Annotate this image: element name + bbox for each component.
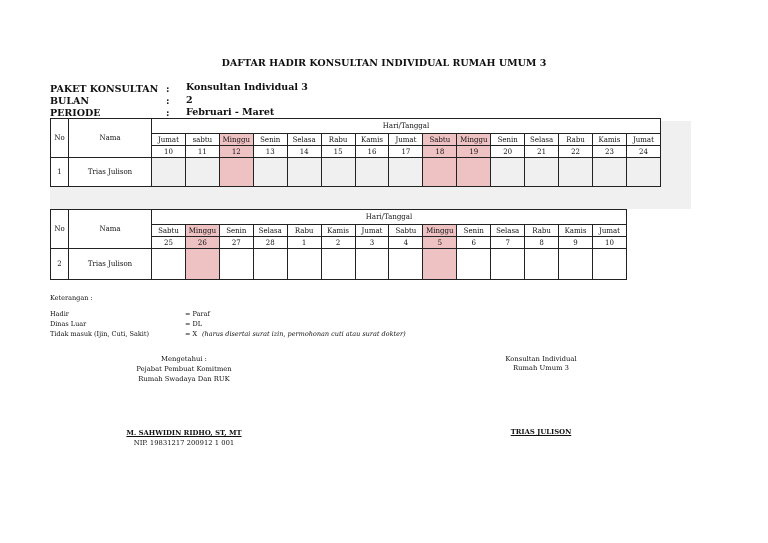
- attendance-cell[interactable]: [626, 158, 660, 187]
- attendance-cell[interactable]: [321, 249, 355, 280]
- attendance-cell[interactable]: [219, 249, 253, 280]
- col-header-no: No: [51, 119, 69, 158]
- day-cell: Kamis: [592, 134, 626, 146]
- day-cell: Rabu: [525, 225, 559, 237]
- date-cell: 16: [355, 146, 389, 158]
- day-cell: Jumat: [626, 134, 660, 146]
- attendance-cell[interactable]: [287, 158, 321, 187]
- header-value-paket: Konsultan Individual 3: [186, 82, 308, 93]
- sign-left-line-3: Rumah Swadaya Dan RUK: [138, 375, 230, 383]
- header-colon: :: [166, 108, 170, 119]
- day-cell: Kamis: [355, 134, 389, 146]
- attendance-cell[interactable]: [389, 249, 423, 280]
- attendance-cell[interactable]: [389, 158, 423, 187]
- attendance-cell[interactable]: [491, 158, 525, 187]
- date-cell: 24: [626, 146, 660, 158]
- legend-note-tidak-masuk: (harus disertai surat izin, permohonan cuti atau surat dokter): [202, 330, 406, 338]
- row-nama: Trias Julison: [69, 249, 152, 280]
- legend-label-tidak-masuk: Tidak masuk (Ijin, Cuti, Sakit): [50, 330, 150, 338]
- date-cell: 22: [559, 146, 593, 158]
- col-header-nama: Nama: [69, 210, 152, 249]
- attendance-cell[interactable]: [559, 249, 593, 280]
- sign-right-line-1: Konsultan Individual: [505, 355, 577, 363]
- date-cell: 8: [525, 237, 559, 249]
- date-cell: 10: [152, 146, 186, 158]
- attendance-cell[interactable]: [491, 249, 525, 280]
- date-cell: 3: [355, 237, 389, 249]
- day-cell: Minggu: [219, 134, 253, 146]
- legend-label-hadir: Hadir: [50, 310, 69, 318]
- header-label-periode: PERIODE: [50, 108, 101, 119]
- attendance-cell[interactable]: [525, 249, 559, 280]
- header-label-paket: PAKET KONSULTAN: [50, 84, 159, 95]
- attendance-cell[interactable]: [525, 158, 559, 187]
- day-cell: Selasa: [525, 134, 559, 146]
- date-cell: 4: [389, 237, 423, 249]
- header-colon: :: [166, 96, 170, 107]
- header-colon: :: [166, 84, 170, 95]
- attendance-cell[interactable]: [321, 158, 355, 187]
- date-cell: 19: [457, 146, 491, 158]
- date-cell: 23: [592, 146, 626, 158]
- legend-value-tidak-masuk: = X: [185, 330, 198, 338]
- sign-left-name: M. SAHWIDIN RIDHO, ST, MT: [126, 429, 242, 437]
- attendance-cell[interactable]: [592, 249, 626, 280]
- row-no: 2: [51, 249, 69, 280]
- date-cell: 14: [287, 146, 321, 158]
- date-cell: 28: [253, 237, 287, 249]
- day-cell: Minggu: [423, 225, 457, 237]
- day-cell: Senin: [253, 134, 287, 146]
- date-cell: 11: [185, 146, 219, 158]
- attendance-cell[interactable]: [253, 158, 287, 187]
- date-cell: 5: [423, 237, 457, 249]
- sign-left-nip: NIP. 19831217 200912 1 001: [133, 439, 235, 447]
- day-cell: Jumat: [389, 134, 423, 146]
- date-cell: 13: [253, 146, 287, 158]
- date-cell: 20: [491, 146, 525, 158]
- day-cell: Kamis: [559, 225, 593, 237]
- attendance-cell[interactable]: [287, 249, 321, 280]
- sign-right-line-2: Rumah Umum 3: [512, 364, 569, 372]
- date-cell: 18: [423, 146, 457, 158]
- date-cell: 2: [321, 237, 355, 249]
- day-cell: Kamis: [321, 225, 355, 237]
- date-cell: 17: [389, 146, 423, 158]
- attendance-cell[interactable]: [355, 249, 389, 280]
- header-value-periode: Februari - Maret: [186, 107, 275, 118]
- attendance-cell[interactable]: [457, 249, 491, 280]
- day-cell: sabtu: [185, 134, 219, 146]
- date-cell: 7: [491, 237, 525, 249]
- row-no: 1: [51, 158, 69, 187]
- header-value-bulan: 2: [186, 95, 193, 106]
- attendance-cell[interactable]: [152, 158, 186, 187]
- attendance-cell[interactable]: [355, 158, 389, 187]
- day-cell: Minggu: [185, 225, 219, 237]
- date-cell: 9: [559, 237, 593, 249]
- sign-left-line-1: Mengetahui :: [161, 355, 207, 363]
- attendance-cell[interactable]: [559, 158, 593, 187]
- day-cell: Sabtu: [389, 225, 423, 237]
- day-cell: Selasa: [253, 225, 287, 237]
- day-cell: Jumat: [355, 225, 389, 237]
- date-cell: 26: [185, 237, 219, 249]
- date-cell: 10: [592, 237, 626, 249]
- day-cell: Senin: [219, 225, 253, 237]
- attendance-cell[interactable]: [592, 158, 626, 187]
- date-cell: 21: [525, 146, 559, 158]
- header-label-bulan: BULAN: [50, 96, 90, 107]
- attendance-cell[interactable]: [253, 249, 287, 280]
- attendance-cell[interactable]: [185, 158, 219, 187]
- day-cell: Minggu: [457, 134, 491, 146]
- attendance-cell[interactable]: [152, 249, 186, 280]
- legend-value-hadir: = Paraf: [185, 310, 210, 318]
- date-cell: 12: [219, 146, 253, 158]
- date-cell: 6: [457, 237, 491, 249]
- day-cell: Sabtu: [152, 225, 186, 237]
- date-cell: 27: [219, 237, 253, 249]
- attendance-cell[interactable]: [423, 158, 457, 187]
- day-cell: Rabu: [559, 134, 593, 146]
- legend-label-dinas-luar: Dinas Luar: [50, 320, 87, 328]
- group-header-hari-tanggal: Hari/Tanggal: [152, 119, 661, 134]
- group-header-hari-tanggal: Hari/Tanggal: [152, 210, 627, 225]
- col-header-nama: Nama: [69, 119, 152, 158]
- day-cell: Rabu: [287, 225, 321, 237]
- day-cell: Jumat: [152, 134, 186, 146]
- document-title: DAFTAR HADIR KONSULTAN INDIVIDUAL RUMAH UMUM 3: [221, 58, 547, 69]
- day-cell: Rabu: [321, 134, 355, 146]
- sign-right-name: TRIAS JULISON: [510, 428, 572, 436]
- attendance-table-2: [50, 209, 627, 280]
- day-cell: Jumat: [592, 225, 626, 237]
- day-cell: Senin: [491, 134, 525, 146]
- row-nama: Trias Julison: [69, 158, 152, 187]
- date-cell: 25: [152, 237, 186, 249]
- legend-value-dinas-luar: = DL: [185, 320, 203, 328]
- day-cell: Senin: [457, 225, 491, 237]
- date-cell: 15: [321, 146, 355, 158]
- day-cell: Sabtu: [423, 134, 457, 146]
- sign-left-line-2: Pejabat Pembuat Komitmen: [136, 365, 232, 373]
- day-cell: Selasa: [491, 225, 525, 237]
- attendance-cell[interactable]: [423, 249, 457, 280]
- legend-heading: Keterangan :: [50, 294, 93, 302]
- attendance-cell[interactable]: [219, 158, 253, 187]
- day-cell: Selasa: [287, 134, 321, 146]
- attendance-cell[interactable]: [185, 249, 219, 280]
- col-header-no: No: [51, 210, 69, 249]
- attendance-table-1: [50, 118, 661, 187]
- date-cell: 1: [287, 237, 321, 249]
- attendance-cell[interactable]: [457, 158, 491, 187]
